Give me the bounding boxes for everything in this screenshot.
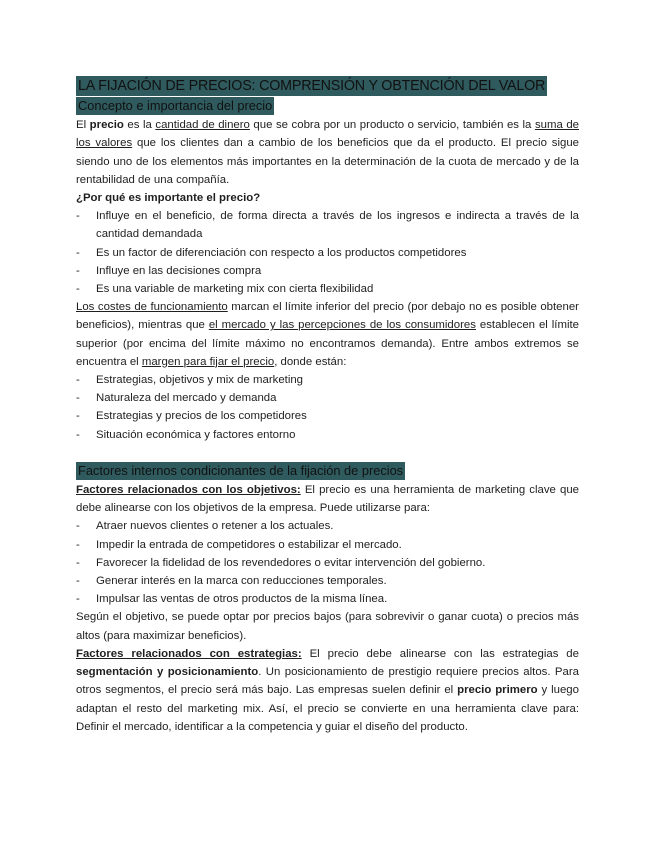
text: que se cobra por un producto o servicio, también es la bbox=[249, 119, 535, 132]
uses-list bbox=[76, 517, 579, 608]
spacer bbox=[76, 444, 579, 462]
bold-term: precio bbox=[89, 119, 124, 132]
text: . Un posicionamiento de prestigio requiere precios altos. Para otros segmentos, el precio será más bajo. Las empresas suelen definir el bbox=[76, 666, 579, 697]
underlined-term: suma de los valores bbox=[76, 119, 580, 150]
list-item: - Situación económica y factores entorno bbox=[76, 426, 579, 444]
underlined-term: margen para fijar el precio bbox=[141, 355, 275, 368]
text: que los clientes dan a cambio de los beneficios que da el producto. El precio sigue siendo uno de los elementos más importantes en la determinación de la cuota de mercado y de la rentabilidad de una compañía. bbox=[76, 137, 579, 186]
paragraph-segun-objetivo: Según el objetivo, se puede optar por precios bajos (para sobrevivir o ganar cuota) o precios más altos (para maximizar beneficios). bbox=[76, 611, 579, 642]
paragraph-definicion bbox=[76, 116, 579, 189]
reasons-list bbox=[76, 207, 579, 298]
list-item: - Estrategias, objetivos y mix de marketing bbox=[76, 371, 579, 389]
section-heading: Concepto e importancia del precio bbox=[78, 98, 273, 113]
text: El precio es una herramienta de marketing clave que debe alinearse con los objetivos de la empresa. Puede utilizarse para: bbox=[76, 484, 579, 515]
text: establecen el límite superior (por encima del límite máximo no encontramos demanda). Entre ambos extremos se encuentra el bbox=[76, 319, 579, 368]
list-item: - Generar interés en la marca con reducciones temporales. bbox=[76, 572, 579, 590]
list-item: - Favorecer la fidelidad de los revendedores o evitar intervención del gobierno. bbox=[76, 554, 579, 572]
document-title: LA FIJACIÓN DE PRECIOS: COMPRENSIÓN Y OBTENCIÓN DEL VALOR bbox=[78, 78, 546, 94]
list-item: - Naturaleza del mercado y demanda bbox=[76, 389, 579, 407]
text: marcan el límite inferior del precio (por debajo no es posible obtener beneficios), mientras que bbox=[76, 301, 579, 332]
text: , donde están: bbox=[274, 355, 347, 368]
paragraph-limites bbox=[76, 298, 579, 371]
underlined-term: Los costes de funcionamiento bbox=[76, 301, 228, 314]
bold-term: segmentación y posicionamiento bbox=[76, 666, 259, 679]
bold-underlined-term: Factores relacionados con estrategias: bbox=[76, 647, 302, 660]
factors-list bbox=[76, 371, 579, 444]
list-item: - Estrategias y precios de los competidores bbox=[76, 407, 579, 425]
underlined-term: cantidad de dinero bbox=[155, 119, 250, 132]
paragraph-estrategias bbox=[76, 645, 579, 736]
underlined-term: el mercado y las percepciones de los consumidores bbox=[208, 319, 476, 332]
list-item: - Atraer nuevos clientes o retener a los actuales. bbox=[76, 517, 579, 535]
bold-underlined-term: Factores relacionados con los objetivos: bbox=[76, 484, 301, 497]
question-heading: ¿Por qué es importante el precio? bbox=[76, 192, 261, 205]
text: El bbox=[76, 119, 90, 132]
text: es la bbox=[123, 119, 156, 132]
bold-term: precio primero bbox=[457, 684, 538, 697]
list-item: - Es un factor de diferenciación con respecto a los productos competidores bbox=[76, 244, 579, 262]
list-item: - Impulsar las ventas de otros productos de la misma línea. bbox=[76, 590, 579, 608]
section-concepto bbox=[76, 97, 579, 444]
list-item: - Es una variable de marketing mix con cierta flexibilidad bbox=[76, 280, 579, 298]
section-factores-internos bbox=[76, 462, 579, 736]
text: y luego adaptan el resto del marketing mix. Así, el precio se convierte en una herramienta clave para: Definir el mercado, identificar a la competencia y guiar el diseño del producto. bbox=[76, 684, 579, 733]
list-item: - Influye en las decisiones compra bbox=[76, 262, 579, 280]
list-item: - Influye en el beneficio, de forma directa a través de los ingresos e indirecta a través de la cantidad demandada bbox=[76, 207, 579, 243]
list-item: - Impedir la entrada de competidores o estabilizar el mercado. bbox=[76, 536, 579, 554]
paragraph-objetivos bbox=[76, 481, 579, 517]
section-heading: Factores internos condicionantes de la fijación de precios bbox=[78, 462, 404, 478]
text: El precio debe alinearse con las estrategias de bbox=[301, 647, 579, 660]
